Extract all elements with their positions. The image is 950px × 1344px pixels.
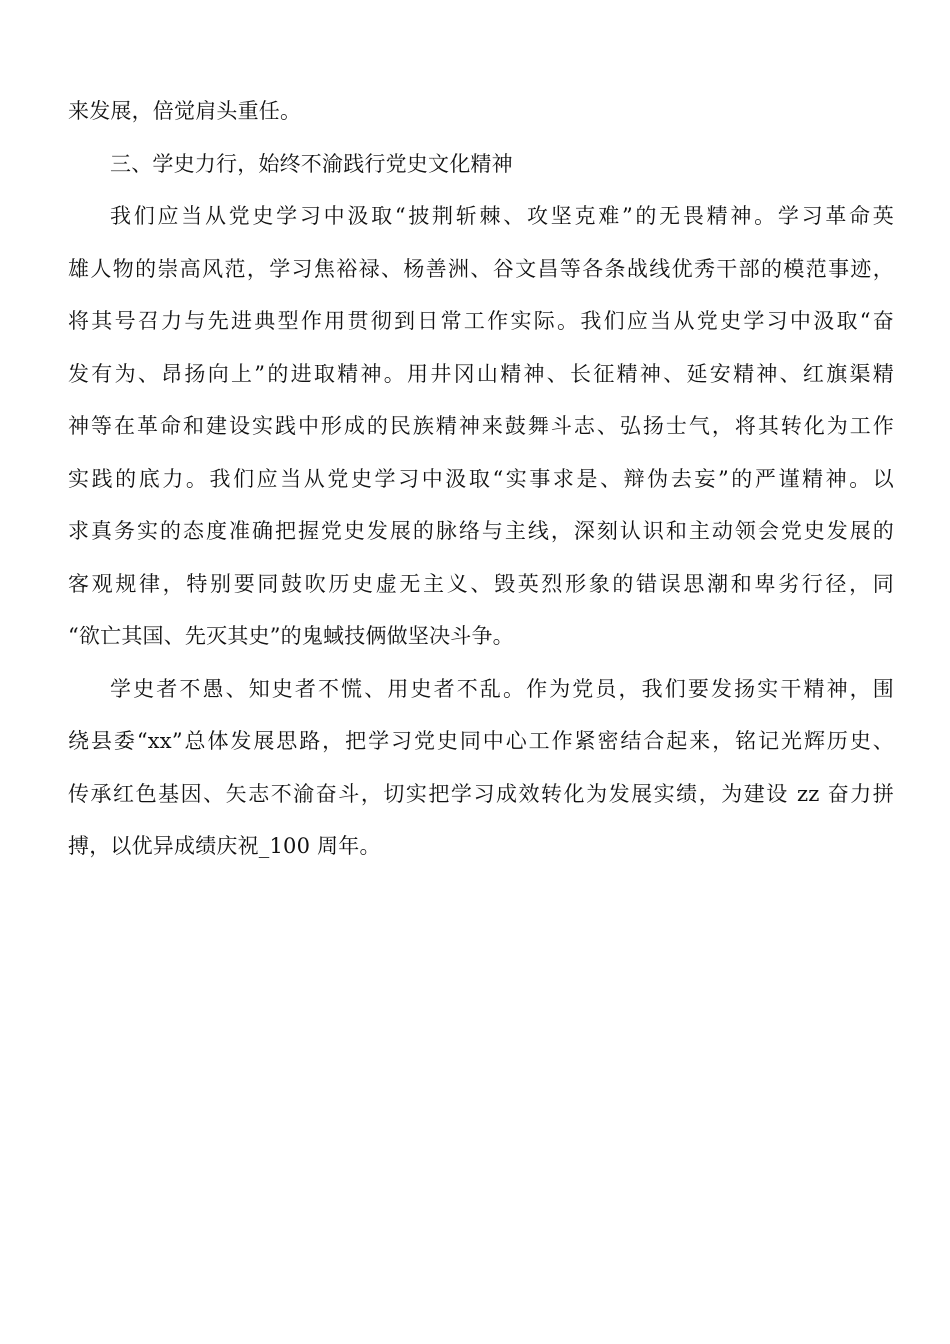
text-line: 绕县委“xx”总体发展思路，把学习党史同中心工作紧密结合起来，铭记光辉历史、 <box>68 729 894 753</box>
text-line: 搏，以优异成绩庆祝_100 周年。 <box>68 834 381 858</box>
document-page <box>68 92 894 880</box>
text-line: 学史者不愚、知史者不慌、用史者不乱。作为党员，我们要发扬实干精神，围 <box>110 676 894 701</box>
text-line: 将其号召力与先进典型作用贯彻到日常工作实际。我们应当从党史学习中汲取“奋 <box>68 309 894 333</box>
text-line: 雄人物的崇高风范，学习焦裕禄、杨善洲、谷文昌等各条战线优秀干部的模范事迹， <box>68 256 894 281</box>
text-line: 来发展，倍觉肩头重任。 <box>68 99 302 123</box>
text-line: 神等在革命和建设实践中形成的民族精神来鼓舞斗志、弘扬士气，将其转化为工作 <box>68 414 894 438</box>
text-line: 传承红色基因、矢志不渝奋斗，切实把学习成效转化为发展实绩，为建设 zz 奋力拼 <box>68 781 894 806</box>
text-line: 发有为、昂扬向上”的进取精神。用井冈山精神、长征精神、延安精神、红旗渠精 <box>68 361 894 386</box>
text-line: 求真务实的态度准确把握党史发展的脉络与主线，深刻认识和主动领会党史发展的 <box>68 519 894 543</box>
text-line: 我们应当从党史学习中汲取“披荆斩棘、攻坚克难”的无畏精神。学习革命英 <box>110 204 894 228</box>
section-heading: 三、学史力行，始终不渝践行党史文化精神 <box>110 151 513 176</box>
text-line: 客观规律，特别要同鼓吹历史虚无主义、毁英烈形象的错误思潮和卑劣行径，同 <box>68 571 894 596</box>
text-line: “欲亡其国、先灭其史”的鬼蜮技俩做坚决斗争。 <box>68 624 514 648</box>
text-line: 实践的底力。我们应当从党史学习中汲取“实事求是、辩伪去妄”的严谨精神。以 <box>68 466 894 491</box>
